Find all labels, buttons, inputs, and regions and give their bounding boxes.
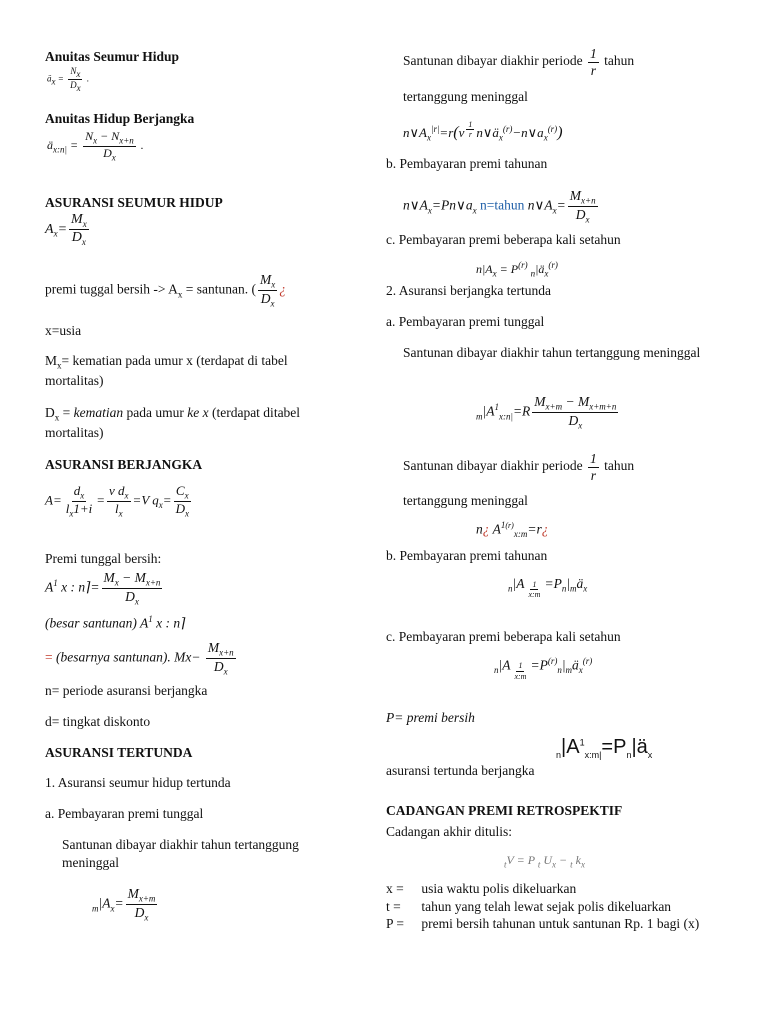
anuitas-berjangka-title: Anuitas Hidup Berjangka [45, 111, 195, 126]
asuransi-seumur-title: ASURANSI SEUMUR HIDUP [45, 195, 223, 210]
d-tingkat: d= tingkat diskonto [45, 714, 151, 729]
cadangan-akhir: Cadangan akhir ditulis: [386, 824, 512, 839]
santunan-tahun-right: Santunan dibayar diakhir tahun tertanggung meninggal [403, 345, 701, 360]
definition-value: premi bersih tahunan untuk santunan Rp. 1 bagi (x) [421, 916, 700, 932]
definition-row [386, 915, 736, 933]
definition-value: usia waktu polis dikeluarkan [421, 881, 577, 896]
asuransi-berjangka-formula: A= $\frac{d_x}{l_x1+i}$ = $\frac{v d_x}{l_x}$ =V $q_x=$ $\frac{C_x}{D_x}$ [45, 483, 189, 519]
asuransi-tertunda-title: ASURANSI TERTUNDA [45, 745, 193, 760]
premi-tunggal-formula: $A^1$ x : n⌉= $\frac{M_x - M_{x+n}}{D_x}$ [45, 570, 161, 607]
b-premi-tahunan: b. Pembayaran premi tahunan [386, 156, 548, 171]
definition-value: tahun yang telah lewat sejak polis dikeluarkan [421, 898, 672, 914]
cadangan-formula: $_t$V = P $_t$ $U_x - _t$ $k_x$ [504, 853, 585, 870]
item-2: 2. Asuransi berjangka tertunda [386, 283, 551, 298]
p-premi-bersih: P= premi bersih [386, 710, 475, 725]
definition-key: x = [386, 881, 404, 896]
n-periode: n= periode asuransi berjangka [45, 683, 208, 698]
premi-tunggal-bersih: Premi tunggal bersih: [45, 551, 162, 566]
item-a: a. Pembayaran premi tunggal [45, 806, 204, 821]
santunan-tahun-text: Santunan dibayar diakhir tahun tertanggung meninggal [62, 837, 299, 870]
definition-row [386, 880, 736, 898]
tertanggung-meninggal: tertanggung meninggal [403, 89, 528, 104]
anuitas-berjangka-formula: $ä_{x:n|}$ = $\frac{N_x - N_{x+n}}{D_x}$ . [47, 129, 144, 163]
asuransi-tertunda-berjangka: asuransi tertunda berjangka [386, 763, 535, 778]
item-1: 1. Asuransi seumur hidup tertunda [45, 775, 231, 790]
tertanggung-meninggal-2: tertanggung meninggal [403, 493, 528, 508]
formula-beberapa-2: $_n$|A $_{\frac{1}{x:m}}$ $=P^{(r)}_n|_mä_x^{(r)}$ [494, 656, 593, 681]
anuitas-seumur-formula: $ä_x$ = $\frac{N_x}{D_x}$ . [47, 66, 90, 93]
tertunda-formula: $_m|A_x=$ $\frac{M_{x+m}}{D_x}$ [92, 886, 156, 923]
dx-definition: $D_x$ = kematian pada umur ke x (terdapat ditabel mortalitas) [45, 405, 301, 441]
formula-berjangka-tertunda: $_m|A^1_{x:n|}=R$ $\frac{M_{x+m} - M_{x+m+n}}{D_x}$ [476, 394, 617, 431]
definition-key: P = [386, 916, 404, 932]
formula-tahunan-2: $_n$|A $_{\frac{1}{x:m}}$ $=P_n|_mä_x$ [508, 576, 588, 600]
c-premi-beberapa-2: c. Pembayaran premi beberapa kali setahun [386, 629, 621, 644]
besar-santunan-formula: (besar santunan) $A^1$ x : n⌉ [45, 614, 186, 631]
premi-tunggal-line: premi tuggal bersih -> $A_x$ = santunan. ( $\frac{M_x}{D_x}$ ¿ [45, 272, 286, 309]
asuransi-seumur-formula: $A_x=$ $\frac{M_x}{D_x}$ [45, 212, 87, 247]
asuransi-berjangka-title: ASURANSI BERJANGKA [45, 457, 203, 472]
a-premi-tunggal: a. Pembayaran premi tunggal [386, 314, 545, 329]
definition-row [386, 898, 736, 916]
santunan-periode-line-2: Santunan dibayar diakhir periode $\frac{1}{r}$ tahun [403, 451, 635, 483]
formula-beberapa: $n|A_x = P^{(r)}$ $_n|ä_x^{(r)}$ [476, 260, 558, 279]
anuitas-seumur-title: Anuitas Seumur Hidup [45, 49, 180, 64]
santunan-periode-line: Santunan dibayar diakhir periode $\frac{1}{r}$ tahun [403, 46, 635, 78]
formula-r-periode: n¿ $A^{1(r)}_{x:m}=r¿$ [476, 520, 549, 540]
c-premi-beberapa: c. Pembayaran premi beberapa kali setahun [386, 232, 621, 247]
formula-premi-tahunan: $n\vee A_x=Pn\vee a_x$ n=tahun $n\vee A_x=$ $\frac{M_{x+n}}{D_x}$ [403, 188, 596, 225]
mx-definition: $M_x=$ kematian pada umur x (terdapat di tabel mortalitas) [45, 353, 288, 389]
definitions-list [386, 880, 736, 933]
formula-tertunda-berjangka: $_n|A^1_{x:m|}=P_n|ä_x$ [556, 736, 653, 760]
cadangan-title: CADANGAN PREMI RETROSPEKTIF [386, 803, 623, 818]
formula-n-ax-r: $n\vee A_x^{|r|}=r(v$ $^{\frac{1}{r}}$ $n\vee ä_x^{(r)}-n\vee a_x^{(r)}$) [403, 120, 563, 143]
x-usia: x=usia [45, 323, 82, 338]
definition-key: t = [386, 898, 401, 914]
b-premi-tahunan-2: b. Pembayaran premi tahunan [386, 548, 548, 563]
besarnya-santunan-formula: = (besarnya santunan). Mx− $\frac{M_{x+n}}{D_x}$ [45, 640, 234, 677]
